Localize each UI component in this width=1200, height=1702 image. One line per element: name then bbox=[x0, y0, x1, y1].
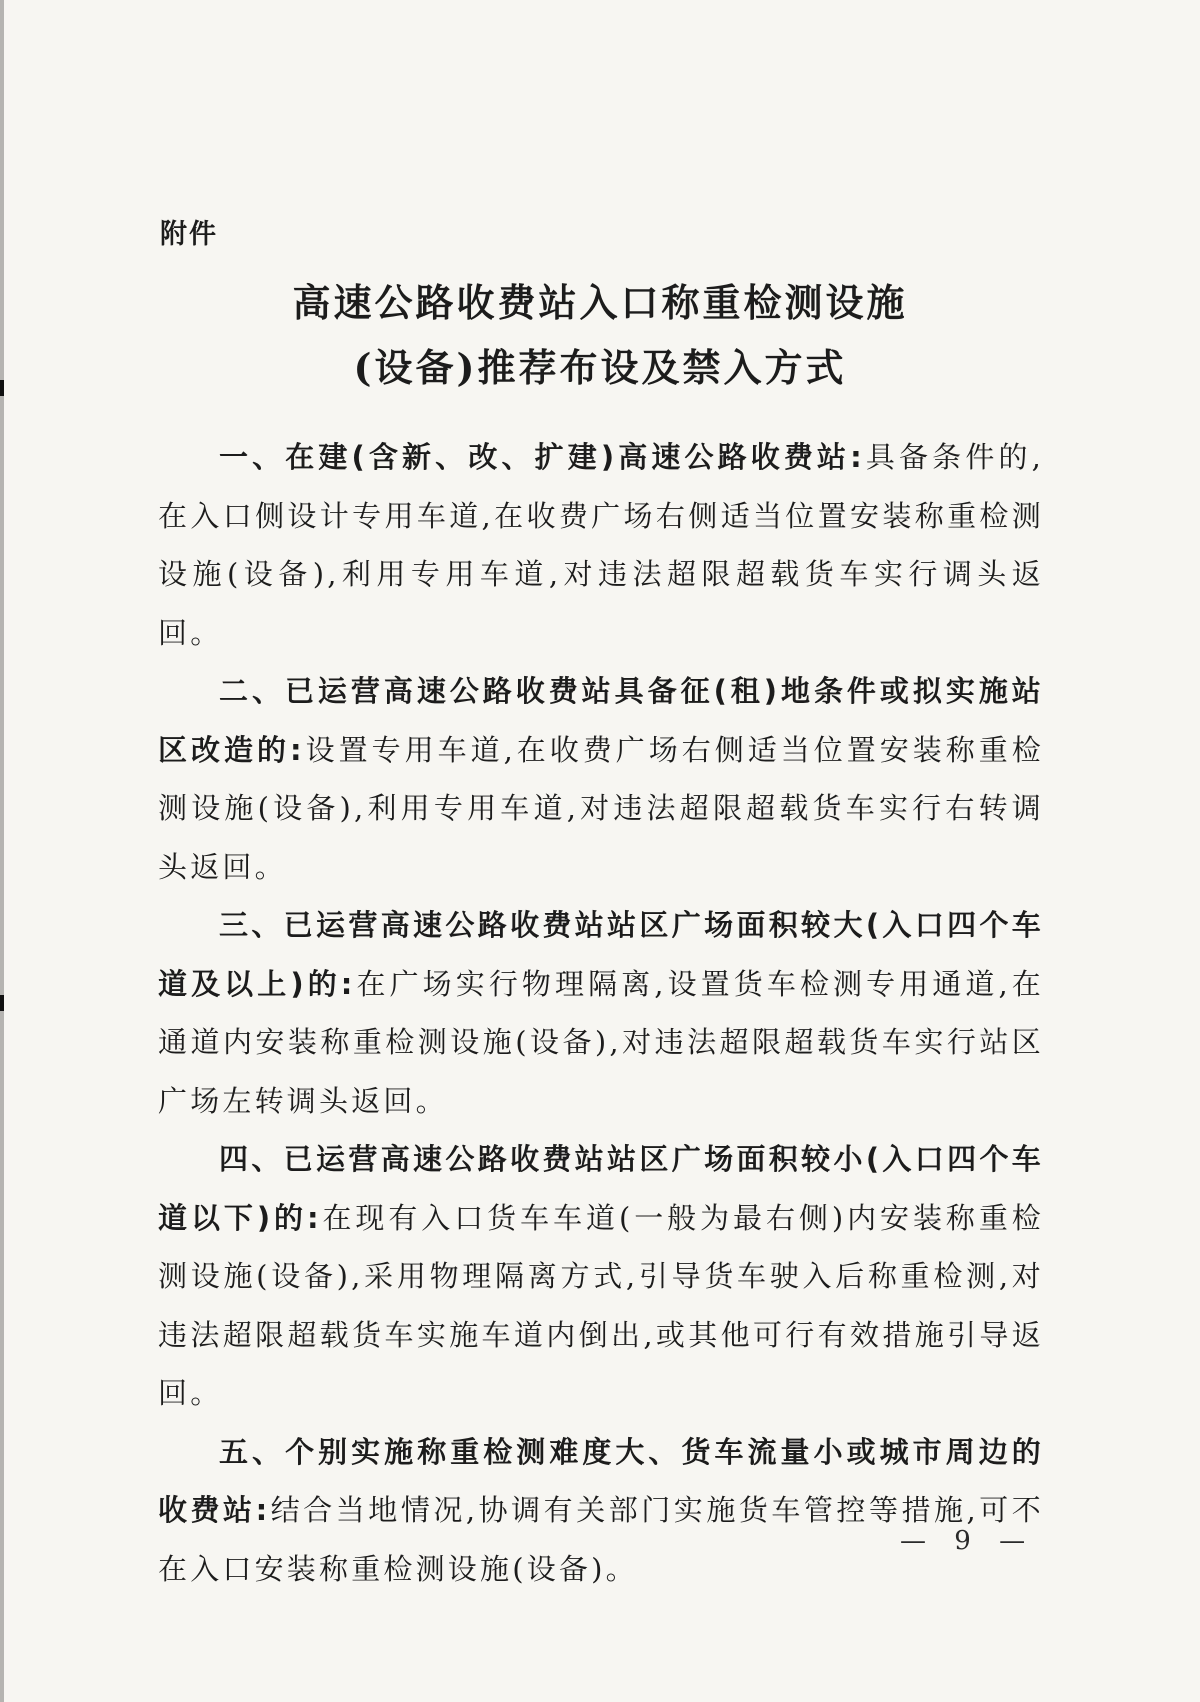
paragraph-text: 具备条件的,在入口侧设计专用车道,在收费广场右侧适当位置安装称重检测设施(设备),利用专用车道,对违法超限超载货车实行调头返回。 bbox=[158, 440, 1045, 650]
paragraph-1 bbox=[158, 428, 1044, 662]
paragraph-lead: 二、已运营高速公路收费站具备征(租)地条件或拟实施站区改造的: bbox=[158, 674, 1044, 767]
paragraph-text: 结合当地情况,协调有关部门实施货车管控等措施,可不在入口安装称重检测设施(设备)。 bbox=[158, 1493, 1045, 1586]
paragraph-text: 在广场实行物理隔离,设置货车检测专用通道,在通道内安装称重检测设施(设备),对违法超限超载货车实行站区广场左转调头返回。 bbox=[158, 966, 1044, 1118]
document-title-line-1: 高速公路收费站入口称重检测设施 bbox=[292, 280, 908, 325]
paragraph-5 bbox=[158, 1423, 1044, 1599]
paragraph-lead: 一、在建(含新、改、扩建)高速公路收费站: bbox=[219, 440, 865, 474]
paragraph-4 bbox=[158, 1130, 1044, 1423]
paragraph-text: 设置专用车道,在收费广场右侧适当位置安装称重检测设施(设备),利用专用车道,对违法超限超载货车实行右转调头返回。 bbox=[158, 732, 1044, 884]
paragraph-text: 在现有入口货车车道(一般为最右侧)内安装称重检测设施(设备),采用物理隔离方式,引导货车驶入后称重检测,对违法超限超载货车实施车道内倒出,或其他可行有效措施引导返回。 bbox=[158, 1200, 1044, 1410]
document-title-line-2: (设备)推荐布设及禁入方式 bbox=[353, 345, 847, 390]
paragraph-3 bbox=[158, 896, 1044, 1130]
paragraph-lead: 五、个别实施称重检测难度大、货车流量小或城市周边的收费站: bbox=[158, 1434, 1044, 1527]
document-body bbox=[158, 428, 1044, 1598]
scan-edge bbox=[0, 0, 4, 1702]
attachment-label: 附件 bbox=[160, 219, 218, 250]
scan-mark bbox=[0, 995, 4, 1011]
paragraph-lead: 四、已运营高速公路收费站站区广场面积较小(入口四个车道以下)的: bbox=[158, 1142, 1044, 1235]
paragraph-2 bbox=[158, 662, 1044, 896]
paragraph-lead: 三、已运营高速公路收费站站区广场面积较大(入口四个车道及以上)的: bbox=[158, 908, 1044, 1001]
page-number: — 9 — bbox=[900, 1526, 1036, 1556]
